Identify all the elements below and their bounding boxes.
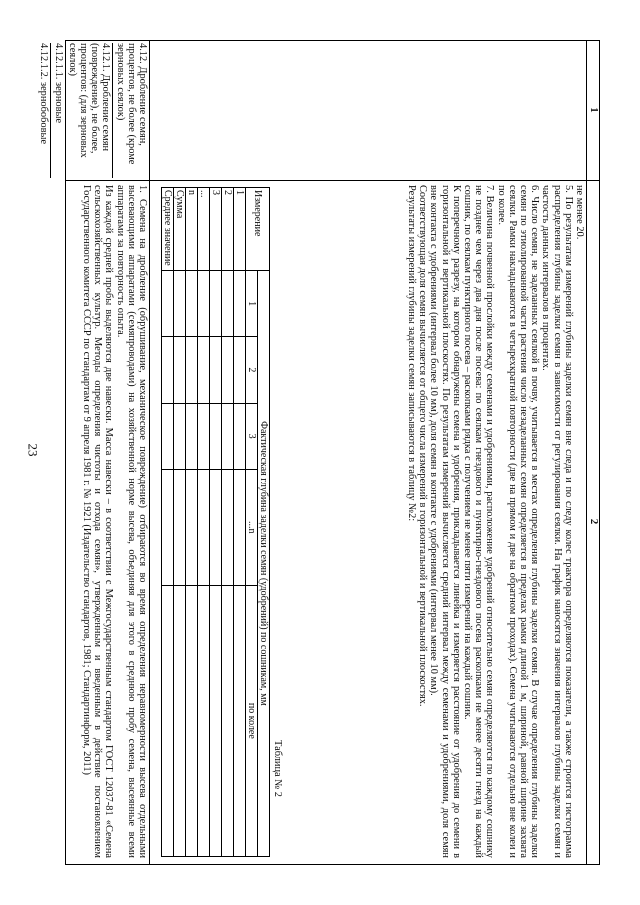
row-label: n <box>186 188 198 271</box>
table-row <box>222 188 234 857</box>
row-label: 1 <box>234 188 246 271</box>
col-header-2: 2 <box>588 518 600 525</box>
table-row <box>186 188 198 857</box>
head-col: 2 <box>246 337 258 403</box>
table-row <box>234 188 246 857</box>
left-items <box>36 43 148 178</box>
column-divider <box>65 180 600 181</box>
paragraph: не менее 20. <box>574 185 585 240</box>
table-row <box>162 188 174 857</box>
table2-caption: Таблица № 2 <box>272 740 283 797</box>
paragraph: Соответствующая доля семян вычисляется от общего числа измерений в горизонтальной и вертикальной плоскостях. <box>417 185 429 707</box>
rotated-page <box>38 40 600 865</box>
row-label: 3 <box>210 188 222 271</box>
paragraph: 1. Семена на дробление (обрушивание, механическое повреждение) отбираются во время определения неравномерности высева отдельными высевающими аппаратами (семяпроводами) на хозяйственной норме высева, объединяя для этого в среднюю пробу семена, высеянные всеми аппаратами за повторность опыта. <box>114 185 148 858</box>
head-col: ...n <box>246 469 258 585</box>
paragraph: 7. Величина почвенной прослойки между семенами и удобрениями, расположение удобрений относительно семян определяются по каждому сошнику не позднее чем через два дня после посева: по сеялкам гнездового и пунктирно-гнездового посева раскопками не менее десяти гнезд на каждый сошник, по сеялкам пунктирного посева – раскопками рядка с получением не менее пяти измерений на каждый сошник. <box>461 185 496 858</box>
head-measure: Измерение <box>246 188 270 271</box>
upper-text <box>406 185 585 858</box>
depth-table <box>161 187 270 857</box>
row-divider <box>149 40 150 865</box>
paragraph: К поперечному разрезу, на котором обнаружены семена и удобрения, прикладывается линейка и измеряется расстояние от удобрения до семени в горизонтальной и вертикальной плоскостях. По результатам измерений вычисляется средний интервал между семенами и удобрениями, доля семян вне контакта с удобрениями (интервал более 10 мм), доля семян в контакте с удобрениями (интервал менее 10 мм). <box>428 185 462 858</box>
left-item: 4.12.1.1. зерновые <box>50 43 63 178</box>
row-label: Среднее значение <box>162 188 174 271</box>
col-header-1: 1 <box>588 107 600 113</box>
row-label: 2 <box>222 188 234 271</box>
head-col: 3 <box>246 403 258 469</box>
head-group: Фактическая глубина заделки семян (удобрений) по сошникам, мм <box>258 271 270 857</box>
row-label: Сумма <box>174 188 186 271</box>
paragraph: 6. Число семян, не заделанных сеялкой в почву, учитывается в местах определения глубины заделки семян. В случае определения глубины заделки семян по этиолированной части растения число незаделанных семян определяется в пределах рамки длиной 1 м, шириной, равной ширине захвата сеялки. Рамки накладываются в четырехкратной повторности (две на прямом и две на обратном проходах). Семена учитываются отдельно вне колеи и по колее. <box>495 185 541 858</box>
paragraph: 5. По результатам измерений глубины заделки семян вне следа и по следу колес трактора определяются показатели, а также строится гистограмма распределения глубины заделки семян в зависимости от регулирования сеялки. На график наносятся значения интервалов глубины заделки семян и частость данных интервалов в процентах. <box>540 185 574 858</box>
paragraph: Результаты измерений глубины заделки семян записываются в таблицу №2: <box>405 185 417 522</box>
head-col: 1 <box>246 271 258 337</box>
lower-text <box>81 185 148 858</box>
header-rule <box>586 40 587 865</box>
row-label: ... <box>198 188 210 271</box>
left-item: 4.12.1. Дробление семян (повреждение), не более, процентов: (для зерновых сеялок) <box>65 43 112 178</box>
left-item: 4.12. Дробление семян, процентов, не более (кроме зерновых сеялок) <box>112 43 148 178</box>
table-row <box>198 188 210 857</box>
table-row <box>174 188 186 857</box>
paragraph: Из каждой средней пробы выделяются две навески. Масса навески – в соответствии с Межгосударственным стандартом ГОСТ 12037-81 «Семена сельскохозяйственных культур. Методы определения чистоты и отхода семян», утвержденным и введенным в действие постановлением Государственного комитета СССР по стандартам от 9 апреля 1981 г. № 1921 (Издательство стандартов, 1981; Стандартинформ, 2011) <box>80 185 115 858</box>
page-number: 23 <box>25 443 41 457</box>
table-row <box>210 188 222 857</box>
head-col: по колее <box>246 585 258 856</box>
left-item: 4.12.1.2. зернобобовые <box>38 43 50 145</box>
